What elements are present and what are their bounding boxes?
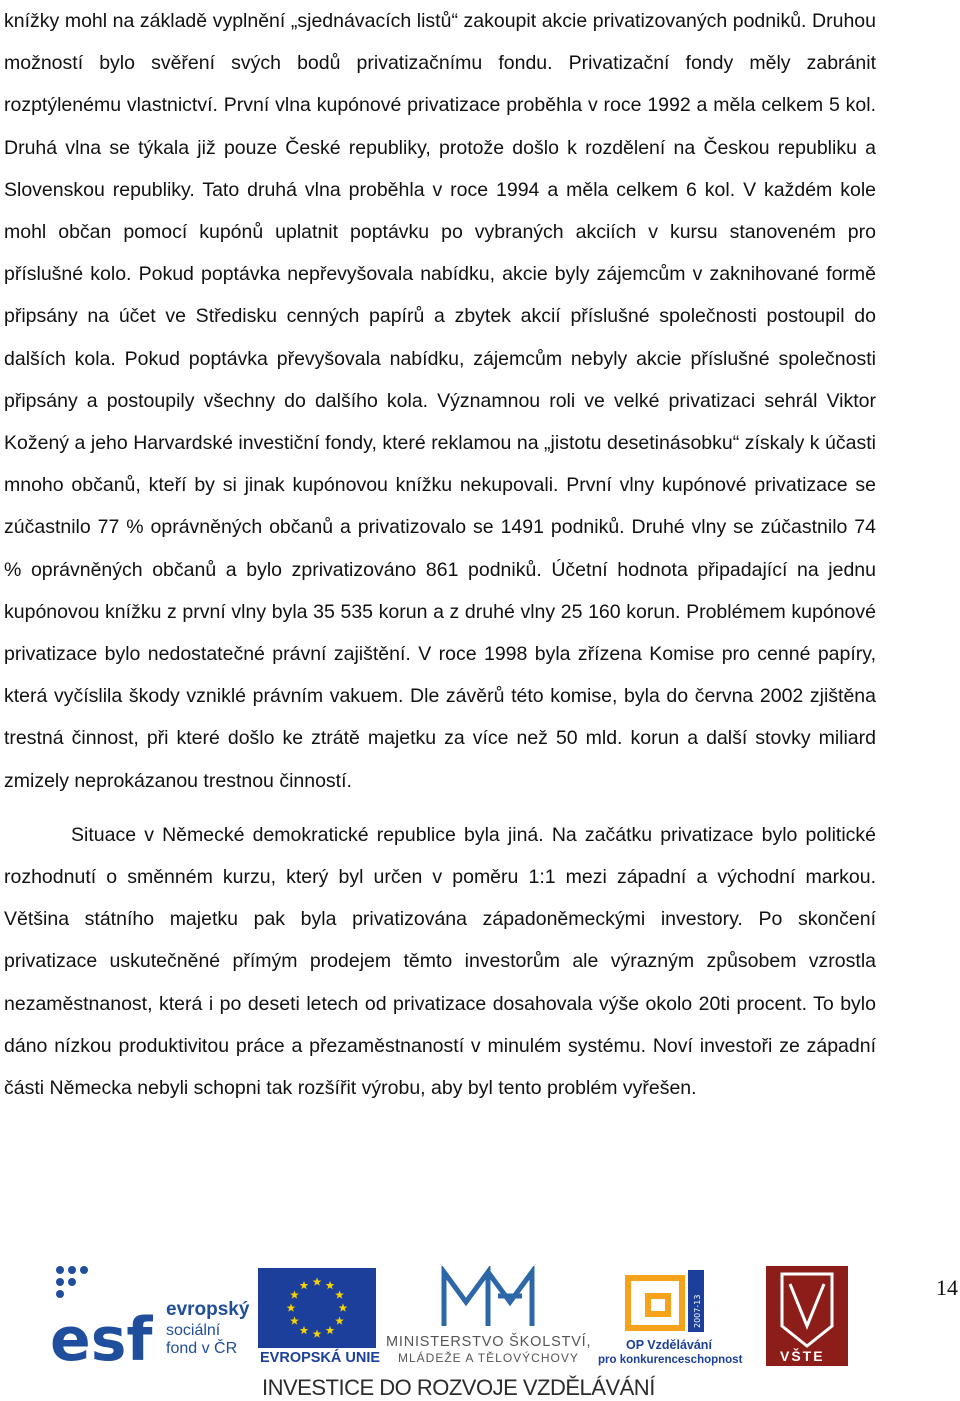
esf-line-1: evropský [166,1299,250,1320]
msmt-mark-icon [438,1266,538,1332]
vste-label: VŠTE [780,1348,825,1364]
msmt-line-2: MLÁDEŽE A TĚLOVÝCHOVY [398,1351,579,1365]
esf-line-2: sociální [166,1322,221,1339]
eu-flag-icon [258,1268,376,1348]
op-puzzle-icon [622,1266,708,1334]
op-ribbon-text: 2007-13 [693,1294,702,1328]
eu-label: EVROPSKÁ UNIE [260,1350,381,1366]
esf-logo [48,1262,253,1364]
msmt-line-1: MINISTERSTVO ŠKOLSTVÍ, [386,1334,592,1350]
page-number: 14 [936,1275,958,1300]
msmt-logo [386,1266,596,1366]
footer-tagline: INVESTICE DO ROZVOJE VZDĚLÁVÁNÍ [262,1375,655,1400]
svg-text:esf: esf [50,1305,153,1364]
op-line-1: OP Vzdělávání [626,1338,712,1352]
eu-logo [258,1268,382,1366]
op-line-2: pro konkurenceschopnost [598,1354,743,1366]
esf-mark-icon [48,1262,160,1364]
body-text [4,0,876,1109]
paragraph-1: knížky mohl na základě vyplnění „sjednávacích listů“ zakoupit akcie privatizovaných podniků. Druhou možností bylo svěření svých bodů privatizačnímu fondu. Privatizační fondy měly zabránit rozptýlenému vlastnictví. První vlna kupónové privatizace proběhla v roce 1992 a měla celkem 5 kol. Druhá vlna se týkala již pouze České republiky, protože došlo k rozdělení na Českou republiku a Slovenskou republiky. Tato druhá vlna proběhla v roce 1994 a měla celkem 6 kol. V každém kole mohl občan pomocí kupónů uplatnit poptávku po vybraných akciích v kursu stanoveném pro příslušné kolo. Pokud poptávka nepřevyšovala nabídku, akcie byly zájemcům v zaknihované formě připsány na účet ve Středisku cenných papírů a zbytek akcií příslušné společnosti postoupil do dalších kola. Pokud poptávka převyšovala nabídku, zájemcům nebyly akcie příslušné společnosti připsány a postoupily všechny do dalšího kola. Významnou roli ve velké privatizaci sehrál Viktor Kožený a jeho Harvardské investiční fondy, které reklamou na „jistotu desetinásobku“ získaly k účasti mnoho občanů, kteří by si jinak kupónovou knížku nekupovali. První vlny kupónové privatizace se zúčastnilo 77 % oprávněných občanů a privatizovalo se 1491 podniků. Druhé vlny se zúčastnilo 74 % oprávněných občanů a bylo zprivatizováno 861 podniků. Účetní hodnota připadající na jednu kupónovou knížku z první vlny byla 35 535 korun a z druhé vlny 25 160 korun. Problémem kupónové privatizace bylo nedostatečné právní zajištění. V roce 1998 byla zřízena Komise pro cenné papíry, která vyčíslila škody vzniklé právním vakuem. Dle závěrů této komise, byla do června 2002 zjištěna trestná činnost, při které došlo ke ztrátě majetku za více než 50 mld. korun a další stovky miliard zmizely neprokázanou trestnou činností. [4,10,876,792]
op-logo [598,1266,743,1366]
paragraph-2: Situace v Německé demokratické republice byla jiná. Na začátku privatizace bylo politické rozhodnutí o směnném kurzu, který byl určen v poměru 1:1 mezi západní a východní markou. Většina státního majetku pak byla privatizována západoněmeckými investory. Po skončení privatizace uskutečněné přímým prodejem těmto investorům ale výrazným způsobem vzrostla nezaměstnanost, která i po deseti letech od privatizace dosahovala výše okolo 20ti procent. To bylo dáno nízkou produktivitou práce a přezaměstnaností v minulém systému. Noví investoři ze západní části Německa nebyli schopni tak rozšířit výrobu, aby byl tento problém vyřešen. [4,823,876,1100]
vste-logo [766,1266,848,1366]
esf-line-3: fond v ČR [166,1340,238,1357]
